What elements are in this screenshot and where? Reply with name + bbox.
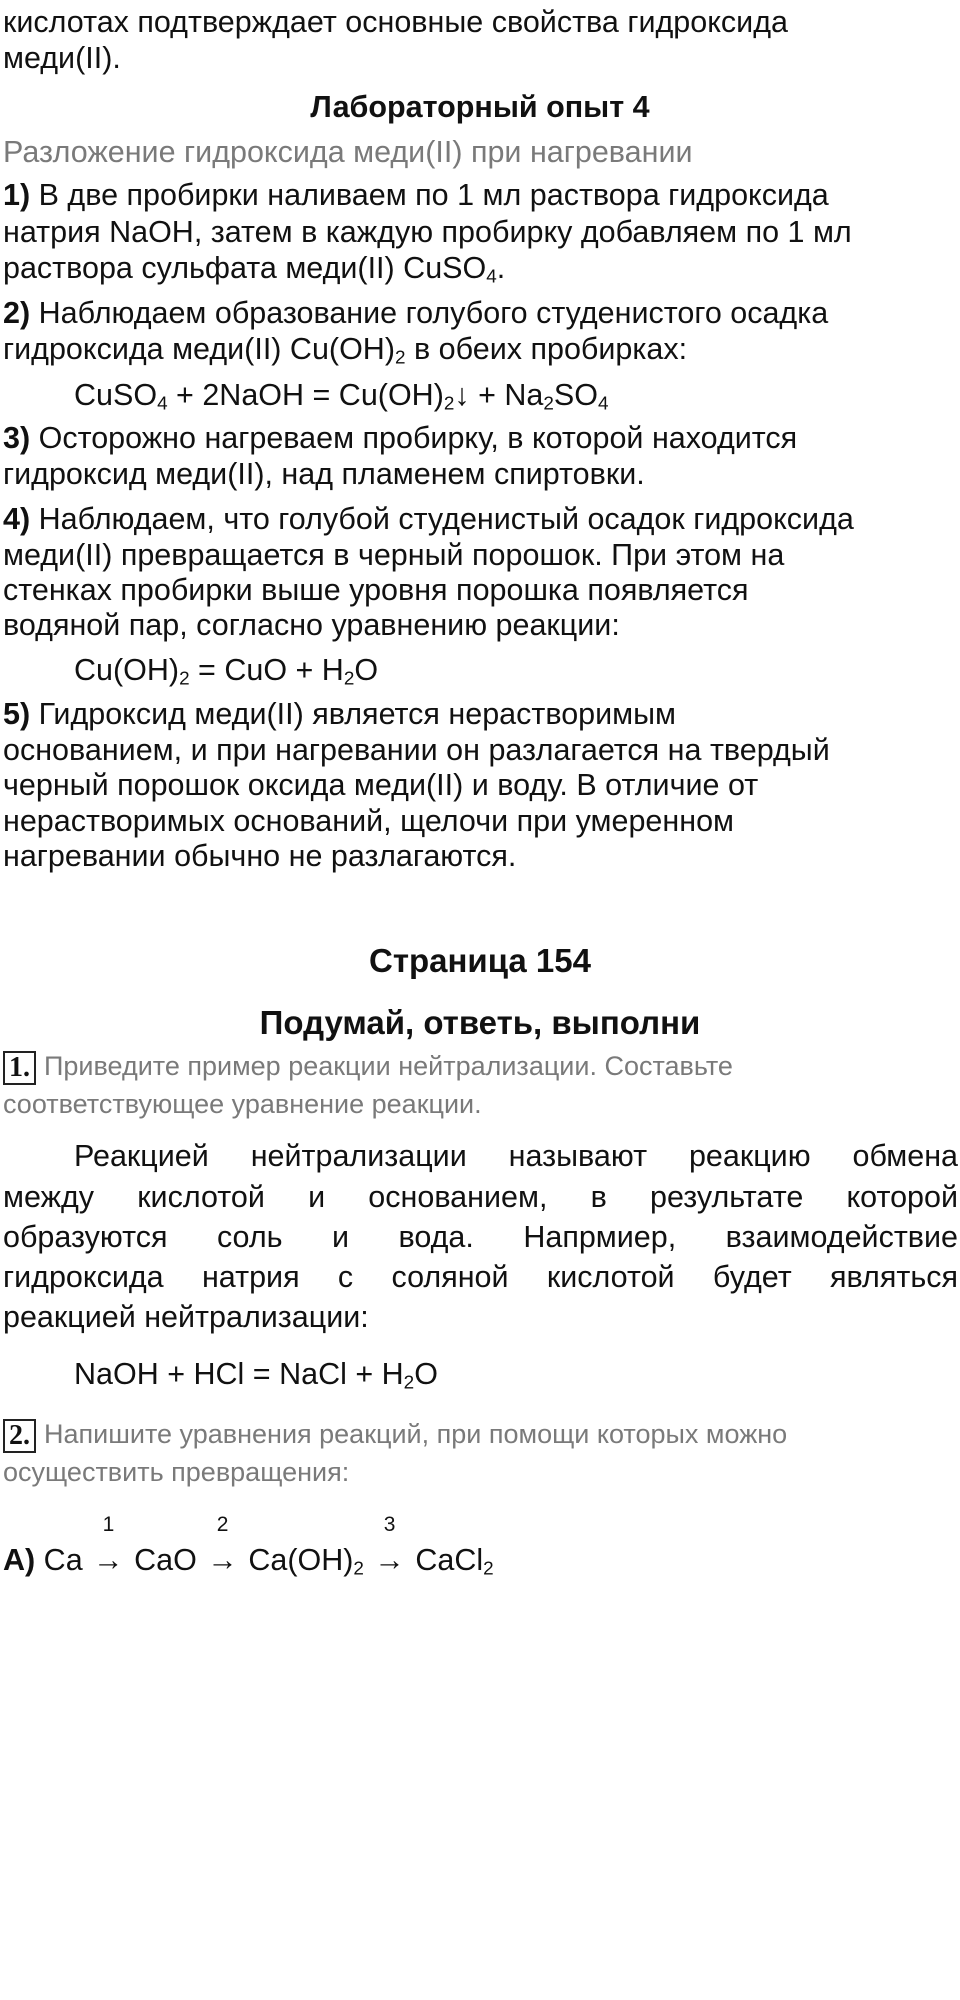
step-4: 4) Наблюдаем, что голубой студенистый осадок гидроксида xyxy=(3,502,854,536)
question-1-line: соответствующее уравнение реакции. xyxy=(3,1089,482,1119)
step-2: 2) Наблюдаем образование голубого студенистого осадка xyxy=(3,296,829,330)
experiment-subtitle: Разложение гидроксида меди(II) при нагревании xyxy=(3,135,693,169)
step-1: 1) В две пробирки наливаем по 1 мл раствора гидроксида xyxy=(3,178,829,212)
step-5-line: нагревании обычно не разлагаются. xyxy=(3,839,517,873)
chain-label: А) xyxy=(3,1543,36,1577)
step-number: 4) xyxy=(3,502,31,536)
answer-1-line: между кислотой и основанием, в результате которой xyxy=(3,1180,958,1214)
step-2-line: гидроксида меди(II) $Cu(OH)_2$ в обеих пробирках: xyxy=(3,332,688,369)
step-1-line: натрия NaOH, затем в каждую пробирку добавляем по 1 мл xyxy=(3,215,852,249)
step-5-line: нерастворимых оснований, щелочи при умеренном xyxy=(3,804,735,838)
question-number-box: 2. xyxy=(3,1419,36,1453)
step-3: 3) Осторожно нагреваем пробирку, в которой находится xyxy=(3,421,798,455)
section-heading: Подумай, ответь, выполни xyxy=(259,1004,701,1041)
step-3-line: гидроксид меди(II), над пламенем спиртовки. xyxy=(3,457,645,491)
equation-2: $Cu(OH)_2$ = CuO + $H_2O$ xyxy=(74,653,379,690)
question-2: 2. Напишите уравнения реакций, при помощи которых можно xyxy=(3,1414,958,1454)
step-5: 5) Гидроксид меди(II) является нерастворимым xyxy=(3,697,677,731)
step-number: 3) xyxy=(3,421,31,455)
step-number: 2) xyxy=(3,296,31,330)
question-1: 1. Приведите пример реакции нейтрализации. Составьте xyxy=(3,1046,958,1086)
step-1-line: раствора сульфата меди(II) CuSO$_4$. xyxy=(3,251,506,288)
page-heading: Страница 154 xyxy=(369,942,591,979)
answer-1-line: гидроксида натрия с соляной кислотой будет являться xyxy=(3,1260,958,1294)
step-4-line: водяной пар, согласно уравнению реакции: xyxy=(3,608,620,642)
experiment-title: Лабораторный опыт 4 xyxy=(310,90,650,124)
reaction-arrow: 3 → xyxy=(374,1513,405,1577)
intro-line: меди(II). xyxy=(3,41,121,75)
equation-1: CuSO$_4$ + 2NaOH = $Cu(OH)_2↓ + Na_2SO_4$ xyxy=(74,378,609,415)
answer-1-line: образуются соль и вода. Напрмиер, взаимодействие xyxy=(3,1220,958,1254)
answer-1-line: Реакцией нейтрализации называют реакцию обмена xyxy=(74,1139,958,1173)
step-4-line: меди(II) превращается в черный порошок. При этом на xyxy=(3,538,785,572)
step-5-line: основанием, и при нагревании он разлагается на твердый xyxy=(3,733,830,767)
question-2-line: осуществить превращения: xyxy=(3,1457,350,1487)
step-4-line: стенках пробирки выше уровня порошка появляется xyxy=(3,573,749,607)
reaction-arrow: 1 → xyxy=(93,1513,124,1577)
reaction-arrow: 2 → xyxy=(207,1513,238,1577)
answer-1-line: реакцией нейтрализации: xyxy=(3,1300,369,1334)
step-number: 5) xyxy=(3,697,31,731)
transformation-chain-a: А) Ca 1 → CaO 2 → $Ca(OH)_2$ 3 → CaCl$_2$ xyxy=(3,1513,494,1580)
equation-3: NaOH + HCl = NaCl + $H_2O$ xyxy=(74,1357,438,1394)
question-number-box: 1. xyxy=(3,1051,36,1085)
step-number: 1) xyxy=(3,178,31,212)
intro-line: кислотах подтверждает основные свойства гидроксида xyxy=(3,5,788,39)
step-5-line: черный порошок оксида меди(II) и воду. В отличие от xyxy=(3,768,759,802)
